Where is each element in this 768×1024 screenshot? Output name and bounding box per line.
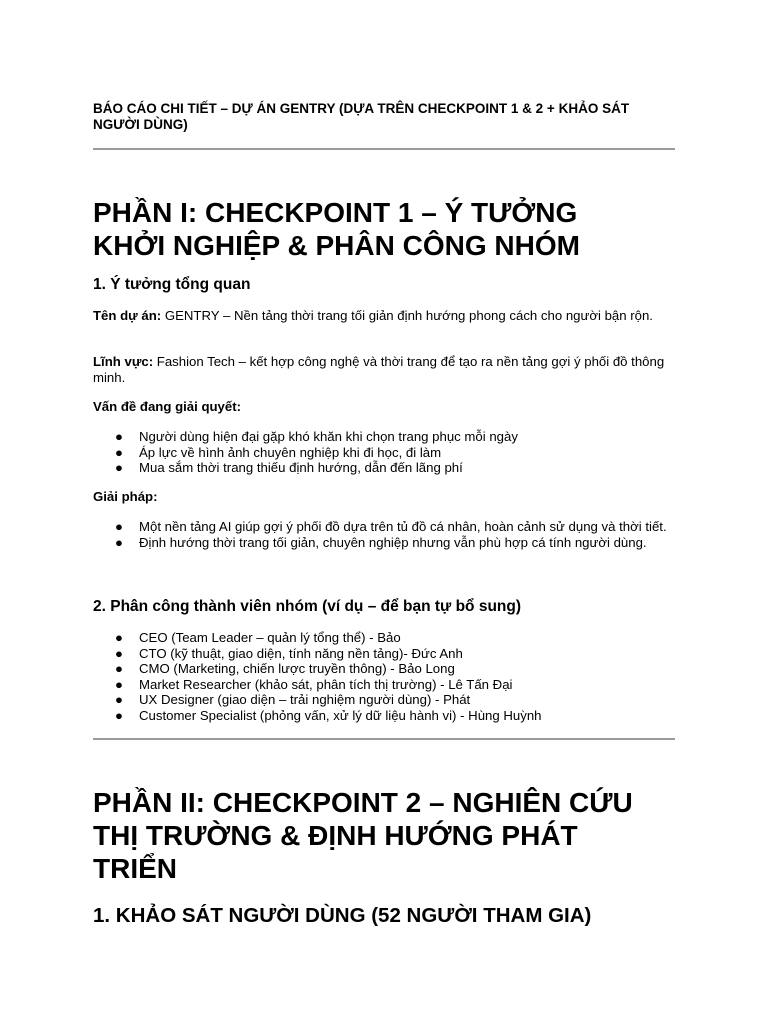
list-item — [93, 535, 673, 551]
list-item — [93, 460, 673, 476]
part2-heading: PHẦN II: CHECKPOINT 2 – NGHIÊN CỨU THỊ TRƯỜNG & ĐỊNH HƯỚNG PHÁT TRIỂN — [93, 787, 633, 884]
list-item — [93, 677, 673, 693]
bullet-icon: ● — [115, 707, 123, 723]
bullet-icon: ● — [115, 645, 123, 661]
bullet-icon: ● — [115, 630, 123, 645]
list-item — [93, 429, 673, 445]
solution-list — [93, 519, 673, 550]
member-list — [93, 630, 673, 723]
list-item-text: Customer Specialist (phỏng vấn, xử lý dữ liệu hành vi) - Hùng Huỳnh — [139, 707, 542, 723]
bullet-icon: ● — [115, 676, 123, 692]
divider — [93, 148, 675, 150]
field-label: Lĩnh vực: — [93, 354, 154, 369]
part1-heading: PHẦN I: CHECKPOINT 1 – Ý TƯỞNG KHỞI NGHIỆP & PHÂN CÔNG NHÓM — [93, 197, 580, 261]
part1-section1-title: 1. Ý tưởng tổng quan — [93, 276, 251, 293]
field-value: Fashion Tech – kết hợp công nghệ và thời trang để tạo ra nền tảng gợi ý phối đồ thông minh. — [93, 354, 665, 385]
list-item-text: Một nền tảng AI giúp gợi ý phối đồ dựa trên tủ đồ cá nhân, hoàn cảnh sử dụng và thời tiết. — [139, 519, 667, 534]
list-item-text: CTO (kỹ thuật, giao diện, tính năng nền tảng)- Đức Anh — [139, 645, 463, 661]
field-paragraph — [93, 354, 673, 385]
list-item-text: Người dùng hiện đại gặp khó khăn khi chọn trang phục mỗi ngày — [139, 429, 518, 444]
list-item-text: UX Designer (giao diện – trải nghiệm người dùng) - Phát — [139, 692, 471, 707]
list-item — [93, 708, 673, 724]
problem-label: Vấn đề đang giải quyết: — [93, 399, 242, 414]
bullet-icon: ● — [115, 661, 123, 676]
report-title: BÁO CÁO CHI TIẾT – DỰ ÁN GENTRY (DỰA TRÊN CHECKPOINT 1 & 2 + KHẢO SÁT NGƯỜI DÙNG) — [93, 101, 630, 132]
list-item — [93, 630, 673, 646]
list-item-text: CMO (Marketing, chiến lược truyền thông) - Bảo Long — [139, 661, 455, 676]
part2-section1-title: 1. KHẢO SÁT NGƯỜI DÙNG (52 NGƯỜI THAM GIA) — [93, 904, 592, 927]
list-item-text: Định hướng thời trang tối giản, chuyên nghiệp nhưng vẫn phù hợp cá tính người dùng. — [139, 534, 647, 550]
list-item-text: Market Researcher (khảo sát, phân tích thị trường) - Lê Tấn Đại — [139, 676, 513, 692]
part1-section2-title: 2. Phân công thành viên nhóm (ví dụ – để bạn tự bổ sung) — [93, 598, 522, 615]
project-name-value: GENTRY – Nền tảng thời trang tối giản định hướng phong cách cho người bận rộn. — [161, 308, 653, 323]
problem-label-paragraph — [93, 399, 673, 415]
list-item — [93, 519, 673, 535]
divider — [93, 738, 675, 740]
list-item — [93, 646, 673, 662]
bullet-icon: ● — [115, 444, 123, 460]
list-item — [93, 445, 673, 461]
list-item — [93, 692, 673, 708]
bullet-icon: ● — [115, 534, 123, 550]
problem-list — [93, 429, 673, 476]
bullet-icon: ● — [115, 429, 123, 444]
list-item-text: Mua sắm thời trang thiếu định hướng, dẫn đến lãng phí — [139, 460, 463, 475]
list-item-text: Áp lực về hình ảnh chuyên nghiệp khi đi học, đi làm — [139, 444, 442, 460]
list-item-text: CEO (Team Leader – quản lý tổng thể) - Bảo — [139, 630, 401, 645]
bullet-icon: ● — [115, 692, 123, 707]
solution-label: Giải pháp: — [93, 489, 158, 504]
bullet-icon: ● — [115, 460, 123, 475]
list-item — [93, 661, 673, 677]
project-name-label: Tên dự án: — [93, 308, 162, 323]
project-name-paragraph — [93, 308, 673, 324]
bullet-icon: ● — [115, 519, 123, 534]
solution-label-paragraph — [93, 489, 673, 505]
